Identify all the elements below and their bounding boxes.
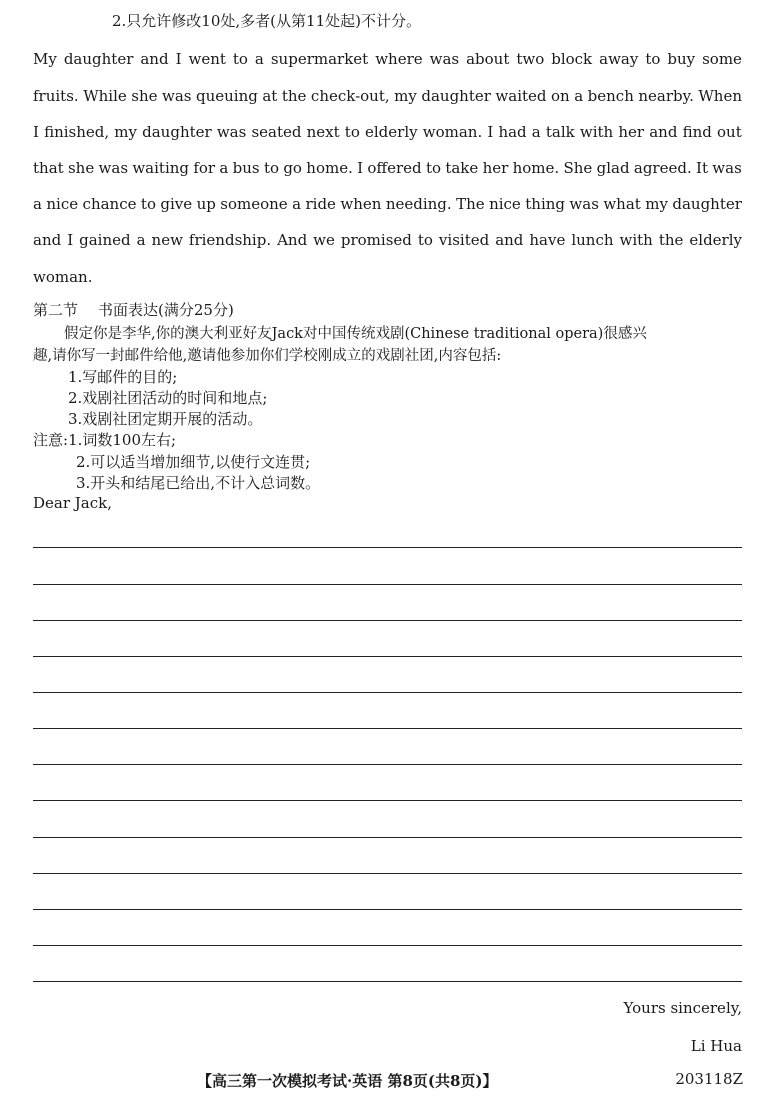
- passage-word: the: [658, 231, 684, 249]
- passage-word: promised: [340, 231, 412, 249]
- passage-word: agreed.: [633, 159, 692, 177]
- passage-word: nice: [489, 195, 521, 213]
- passage-word: home.: [306, 159, 353, 177]
- section-heading: [33, 299, 234, 320]
- passage-word: nearby.: [638, 87, 694, 105]
- passage-word: a: [531, 123, 541, 141]
- passage-word: a: [292, 195, 302, 213]
- passage-word: have: [529, 231, 566, 249]
- passage-word: some: [702, 50, 742, 68]
- passage-word: we: [313, 231, 335, 249]
- prompt-line: 假定你是李华,你的澳大利亚好友Jack对中国传统戏剧(Chinese traditional opera)很感兴: [64, 326, 647, 342]
- passage-word: a: [254, 50, 264, 68]
- passage-word: give: [160, 195, 193, 213]
- content-item: 2.戏剧社团活动的时间和地点;: [68, 389, 268, 407]
- content-item: 1.写邮件的目的;: [68, 368, 178, 386]
- passage-word: bench: [587, 87, 634, 105]
- notes: [33, 429, 176, 450]
- passage-line: [33, 159, 742, 177]
- passage-word: woman.: [422, 123, 483, 141]
- footer-code: 203118Z: [675, 1070, 743, 1088]
- writing-line[interactable]: [33, 620, 742, 621]
- passage-word: It: [696, 159, 708, 177]
- passage-word: elderly: [365, 123, 418, 141]
- passage-word: friendship.: [188, 231, 272, 249]
- passage-line: [33, 195, 742, 213]
- passage-word: While: [83, 87, 127, 105]
- passage-word: up: [196, 195, 216, 213]
- passage-word: a: [219, 159, 229, 177]
- passage-word: the: [281, 87, 307, 105]
- passage-word: when: [340, 195, 382, 213]
- passage-word: was: [162, 87, 192, 105]
- passage-word: offered: [367, 159, 422, 177]
- passage-word: bus: [232, 159, 260, 177]
- passage-word: out: [717, 123, 742, 141]
- passage-word: with: [579, 123, 614, 141]
- passage-word: a: [33, 195, 42, 213]
- passage-word: was: [429, 50, 460, 68]
- passage-word: talk: [545, 123, 575, 141]
- passage-word: went: [188, 50, 226, 68]
- passage-word: she: [131, 87, 158, 105]
- passage-word: I: [67, 231, 74, 249]
- passage-word: go: [283, 159, 302, 177]
- passage-line: [33, 50, 742, 68]
- passage-word: I: [357, 159, 364, 177]
- writing-line[interactable]: [33, 656, 742, 657]
- letter-closing: Yours sincerely,: [623, 999, 742, 1017]
- passage-word: and: [33, 231, 62, 249]
- writing-line[interactable]: [33, 692, 742, 693]
- writing-line[interactable]: [33, 981, 742, 982]
- passage-word: daughter: [421, 87, 491, 105]
- passage-word: queuing: [195, 87, 258, 105]
- passage-word: take: [445, 159, 479, 177]
- passage-word: nice: [46, 195, 79, 213]
- passage-word: glad: [596, 159, 630, 177]
- letter-signature: Li Hua: [690, 1037, 742, 1055]
- passage-word: my: [645, 195, 668, 213]
- passage-word: find: [682, 123, 712, 141]
- section-subtitle: 书面表达(满分25分): [98, 301, 234, 319]
- passage-word: next: [306, 123, 340, 141]
- passage-word: daughter: [142, 123, 212, 141]
- letter-greeting: Dear Jack,: [33, 494, 112, 512]
- passage-word: that: [33, 159, 64, 177]
- passage-word: her: [482, 159, 509, 177]
- passage-word: And: [277, 231, 308, 249]
- passage-word: was: [216, 123, 247, 141]
- passage-word: and: [649, 123, 678, 141]
- footer-exam-info: 【高三第一次模拟考试·英语 第8页(共8页)】: [197, 1072, 498, 1090]
- passage-word: had: [498, 123, 527, 141]
- prompt-line: 趣,请你写一封邮件给他,邀请他参加你们学校刚成立的戏剧社团,内容包括:: [33, 348, 502, 364]
- passage-word: was: [98, 159, 129, 177]
- passage-line: [33, 231, 742, 249]
- passage-word: needing.: [385, 195, 452, 213]
- passage-word: she: [67, 159, 95, 177]
- writing-line[interactable]: [33, 837, 742, 838]
- passage-word: daughter: [63, 50, 134, 68]
- passage-word: at: [262, 87, 278, 105]
- passage-word: for: [193, 159, 216, 177]
- passage-word: my: [394, 87, 417, 105]
- passage-word: block: [551, 50, 593, 68]
- section-number: 第二节: [33, 301, 79, 319]
- passage-word: visited: [438, 231, 490, 249]
- passage-word: was: [569, 195, 599, 213]
- passage-word: to: [232, 50, 248, 68]
- passage-word: new: [151, 231, 183, 249]
- passage-word: finished,: [44, 123, 110, 141]
- passage-word: to: [344, 123, 360, 141]
- passage-line: [33, 123, 742, 141]
- passage-word: ride: [305, 195, 336, 213]
- passage-word: waiting: [132, 159, 190, 177]
- writing-line[interactable]: [33, 909, 742, 910]
- passage-word: two: [516, 50, 545, 68]
- passage-word: home.: [512, 159, 560, 177]
- note-item: 3.开头和结尾已给出,不计入总词数。: [76, 474, 321, 492]
- passage-word: what: [603, 195, 641, 213]
- passage-word: waited: [495, 87, 547, 105]
- passage-word: seated: [251, 123, 302, 141]
- passage-word: was: [712, 159, 742, 177]
- passage-word: away: [599, 50, 639, 68]
- passage-word: buy: [667, 50, 696, 68]
- passage-word: My: [33, 50, 57, 68]
- writing-line[interactable]: [33, 728, 742, 729]
- passage-word: She: [563, 159, 593, 177]
- passage-word: to: [140, 195, 156, 213]
- passage-word: and: [495, 231, 524, 249]
- passage-word: I: [33, 123, 39, 141]
- content-item: 3.戏剧社团定期开展的活动。: [68, 410, 263, 428]
- passage-word: to: [425, 159, 441, 177]
- passage-word: someone: [220, 195, 288, 213]
- passage-line: woman.: [33, 268, 93, 286]
- passage-word: to: [645, 50, 661, 68]
- passage-word: a: [574, 87, 584, 105]
- passage-word: gained: [79, 231, 131, 249]
- passage-line: [33, 87, 742, 105]
- note-item: 2.可以适当增加细节,以使行文连贯;: [76, 453, 311, 471]
- writing-line[interactable]: [33, 945, 742, 946]
- passage-word: supermarket: [270, 50, 369, 68]
- passage-word: to: [263, 159, 280, 177]
- notes-label: 注意:: [33, 431, 69, 449]
- passage-word: elderly: [689, 231, 742, 249]
- passage-word: I: [175, 50, 182, 68]
- passage-word: my: [114, 123, 137, 141]
- passage-word: and: [140, 50, 169, 68]
- note-item: 1.词数100左右;: [68, 431, 177, 449]
- writing-line[interactable]: [33, 800, 742, 801]
- passage-word: fruits.: [33, 87, 79, 105]
- passage-word: lunch: [571, 231, 614, 249]
- passage-word: a: [136, 231, 146, 249]
- writing-line[interactable]: [33, 764, 742, 765]
- passage-word: her: [618, 123, 645, 141]
- passage-word: I: [487, 123, 494, 141]
- correction-note: 2.只允许修改10处,多者(从第11处起)不计分。: [112, 12, 421, 30]
- passage-word: thing: [525, 195, 565, 213]
- passage-word: about: [466, 50, 510, 68]
- passage-word: When: [698, 87, 742, 105]
- passage-word: The: [456, 195, 485, 213]
- passage-word: check-out,: [310, 87, 390, 105]
- writing-line[interactable]: [33, 873, 742, 874]
- passage-word: chance: [82, 195, 137, 213]
- passage-word: daughter: [672, 195, 742, 213]
- passage-word: on: [551, 87, 570, 105]
- passage-word: with: [619, 231, 653, 249]
- writing-line[interactable]: [33, 547, 742, 548]
- writing-line[interactable]: [33, 584, 742, 585]
- passage-word: where: [375, 50, 423, 68]
- passage-word: to: [417, 231, 433, 249]
